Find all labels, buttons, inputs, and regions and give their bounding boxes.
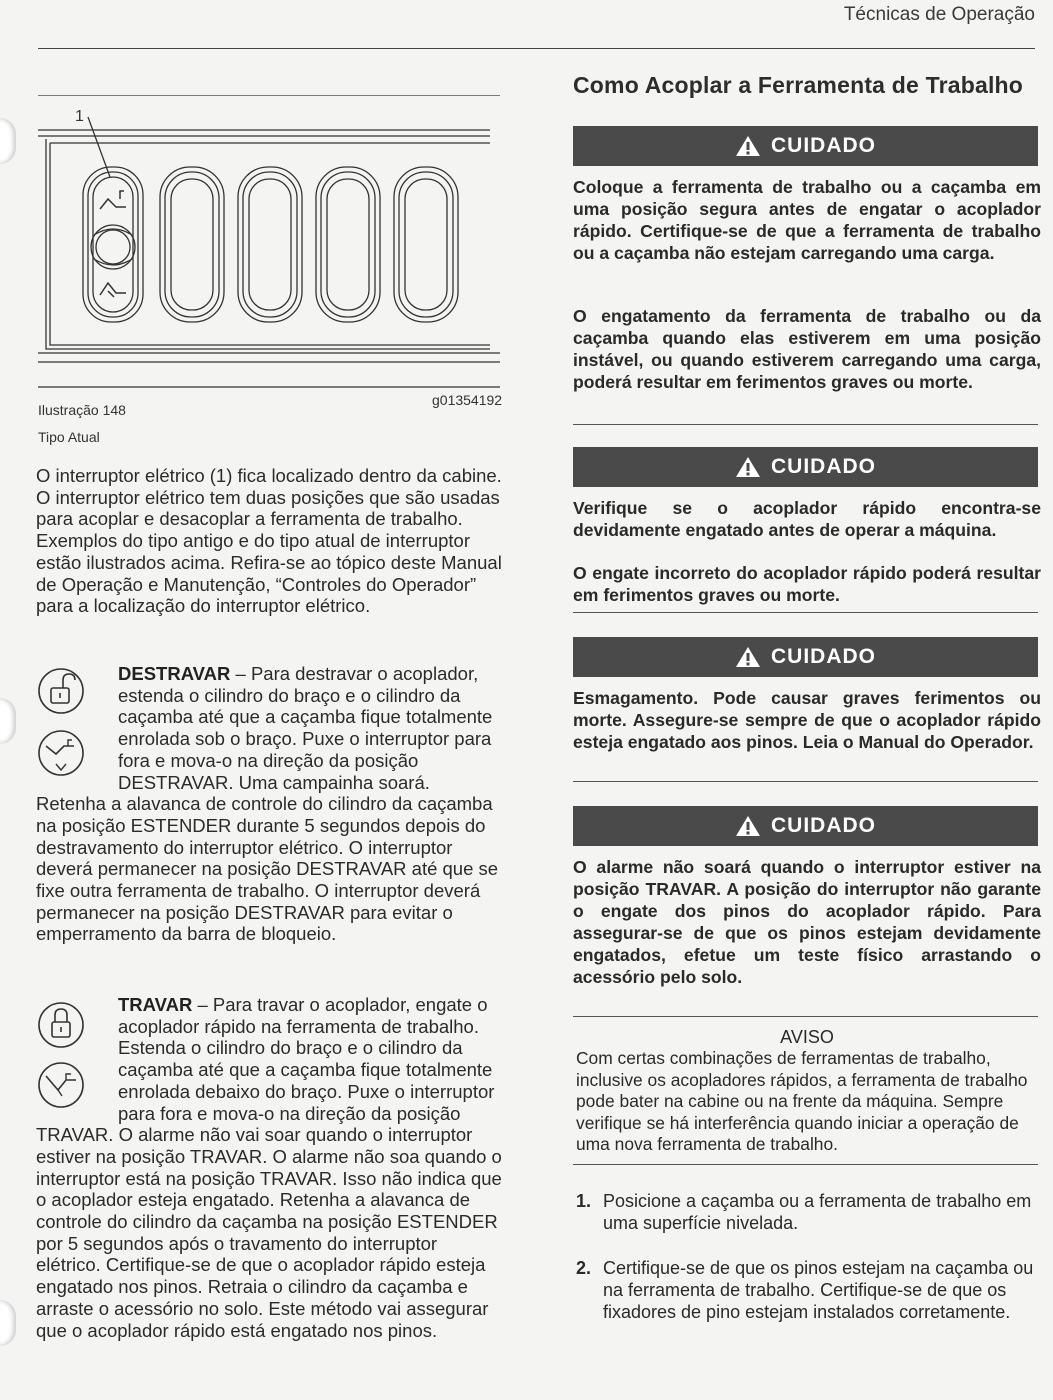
lock-title: TRAVAR: [118, 994, 193, 1015]
warning-triangle-icon: [735, 646, 761, 668]
header-rule: [38, 48, 1035, 49]
figure-subtitle: Tipo Atual: [38, 429, 100, 445]
binder-hole: [0, 698, 16, 744]
notice-title: AVISO: [780, 1027, 834, 1047]
caution1-consequence: O engatamento da ferramenta de trabalho ou da caçamba quando elas estiverem em uma posição instável, ou quando estiverem carregando uma carga, poderá resultar em ferimentos graves ou morte.: [573, 306, 1041, 392]
binder-hole: [0, 1300, 16, 1346]
lock-paragraph: [36, 994, 504, 1341]
running-header: Técnicas de Operação: [843, 4, 1035, 25]
empty-switch-slots: [160, 167, 458, 322]
divider: [573, 1164, 1038, 1165]
warning-triangle-icon: [735, 815, 761, 837]
figure-callout: 1: [75, 108, 84, 125]
step-text: Certifique-se de que os pinos estejam na caçamba ou na ferramenta de trabalho. Certifique-se de que os fixadores de pino estejam instalados corretamente.: [603, 1258, 1034, 1322]
caution-banner: [573, 806, 1038, 846]
lock-text: – Para travar o acoplador, engate o acoplador rápido na ferramenta de trabalho. Estenda o cilindro do braço e o cilindro da caçamba até que a caçamba fique totalmente enrolada debaixo do braço. Puxe o interruptor para fora e mova-o na direção da posição TRAVAR. O alarme não vai soar quando o interruptor estiver na posição TRAVAR. O alarme não soa quando o interruptor está na posição TRAVAR. Isso não indica que o acoplador esteja engatado. Retenha a alavanca de controle do cilindro da caçamba na posição ESTENDER por 5 segundos após o travamento do interruptor elétrico. Certifique-se de que o acoplador rápido esteja engatado nos pinos. Retraia o cilindro da caçamba e arraste o acessório no solo. Este método vai assegurar que o acoplador rápido está engatado nos pinos.: [36, 994, 502, 1341]
figure-code: g01354192: [432, 392, 503, 408]
switch-panel-illustration: [38, 95, 500, 395]
caution-label: CUIDADO: [771, 455, 876, 478]
unlock-paragraph: [36, 663, 504, 945]
caution-banner: [573, 637, 1038, 677]
caution4-text: O alarme não soará quando o interruptor estiver na posição TRAVAR. A posição do interruptor não garante o engate dos pinos do acoplador rápido. Para assegurar-se de que os pinos estejam devidamente engatados, efetue um teste físico arrastando o acessório pelo solo.: [573, 857, 1041, 987]
warning-triangle-icon: [735, 456, 761, 478]
notice-text: Com certas combinações de ferramentas de trabalho, inclusive os acopladores rápidos, a ferramenta de trabalho pode bater na cabine ou na frente da máquina. Sempre verifique se há interferência quando iniciar a operação de uma nova ferramenta de trabalho.: [576, 1048, 1028, 1155]
unlock-text: – Para destravar o acoplador, estenda o cilindro do braço e o cilindro da caçamba até que a caçamba fique totalmente enrolada sob o braço. Puxe o interruptor para fora e mova-o na direção da posição DESTRAVAR. Uma campainha soará. Retenha a alavanca de controle do cilindro da caçamba na posição ESTENDER durante 5 segundos depois do destravamento do interruptor elétrico. O interruptor deverá permanecer na posição DESTRAVAR até que se fixe outra ferramenta de trabalho. O interruptor deverá permanecer na posição DESTRAVAR para evitar o emperramento da barra de bloqueio.: [36, 663, 499, 945]
divider: [573, 1016, 1038, 1017]
divider: [573, 424, 1038, 425]
caution-label: CUIDADO: [771, 645, 876, 668]
step-number: 2.: [576, 1258, 592, 1278]
caution1-text: Coloque a ferramenta de trabalho ou a caçamba em uma posição segura antes de engatar o acoplador rápido. Certifique-se de que a ferramenta de trabalho ou a caçamba não estejam carregando uma carga.: [573, 177, 1041, 263]
caution-label: CUIDADO: [771, 814, 876, 837]
binder-hole: [0, 118, 16, 164]
step-number: 1.: [576, 1191, 592, 1211]
unlock-title: DESTRAVAR: [118, 663, 231, 684]
caution2-text: Verifique se o acoplador rápido encontra-se devidamente engatado antes de operar a máquina.: [573, 498, 1041, 540]
section-title: Como Acoplar a Ferramenta de Trabalho: [573, 72, 1024, 98]
caution-banner: [573, 447, 1038, 487]
divider: [573, 781, 1038, 782]
intro-paragraph: O interruptor elétrico (1) fica localizado dentro da cabine. O interruptor elétrico tem duas posições que são usadas para acoplar e desacoplar a ferramenta de trabalho. Exemplos do tipo antigo e do tipo atual de interruptor estão ilustrados acima. Refira-se ao tópico deste Manual de Operação e Manutenção, “Controles do Operador” para a localização do interruptor elétrico.: [36, 465, 502, 617]
caution2-consequence: O engate incorreto do acoplador rápido poderá resultar em ferimentos graves ou morte.: [573, 563, 1041, 605]
warning-triangle-icon: [735, 135, 761, 157]
step-item: [576, 1191, 1040, 1235]
caution-label: CUIDADO: [771, 134, 876, 157]
step-item: [576, 1258, 1040, 1323]
caution3-text: Esmagamento. Pode causar graves ferimentos ou morte. Assegure-se sempre de que o acoplador rápido esteja engatado aos pinos. Leia o Manual do Operador.: [573, 688, 1041, 752]
divider: [573, 612, 1038, 613]
caution-banner: [573, 126, 1038, 166]
figure-caption: Ilustração 148: [38, 402, 126, 418]
step-text: Posicione a caçamba ou a ferramenta de trabalho em uma superfície nivelada.: [603, 1191, 1032, 1233]
